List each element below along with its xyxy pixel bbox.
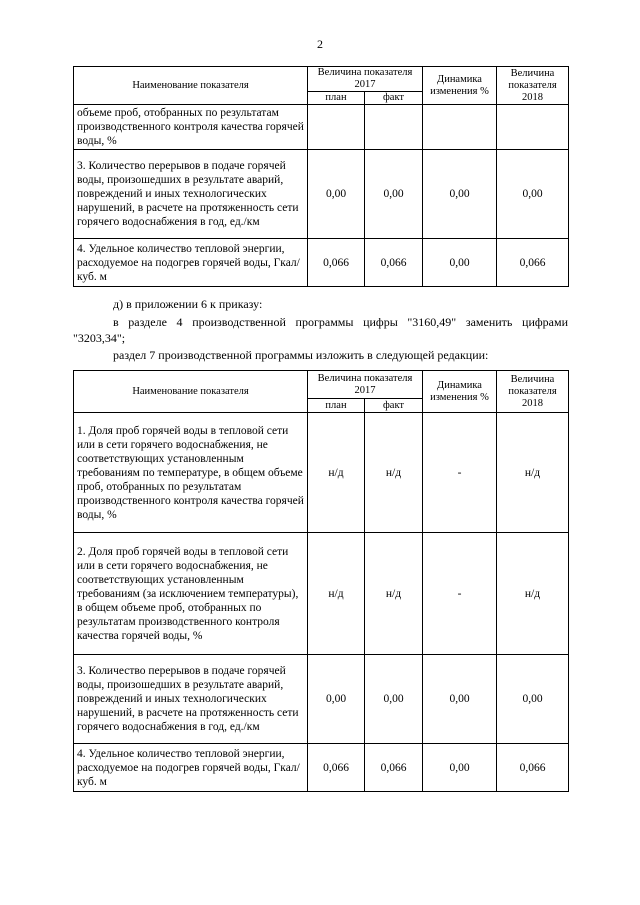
row-name: 2. Доля проб горячей воды в тепловой сети или в сети горячего водоснабжения, не соответствующих установленным требованиям (за исключением температуры), в общем объеме проб, отобранных по результатам производственного контроля качества горячей воды, % bbox=[74, 533, 308, 655]
row-value-2018: 0,00 bbox=[497, 150, 569, 239]
row-name: 3. Количество перерывов в подаче горячей воды, произошедших в результате аварий, повреждений и иных технологических нарушений, в расчете на протяженность сети горячего водоснабжения в год, ед./км bbox=[74, 150, 308, 239]
table-row bbox=[74, 239, 569, 287]
row-plan: н/д bbox=[308, 413, 365, 533]
table-row bbox=[74, 150, 569, 239]
table-row bbox=[74, 655, 569, 744]
table-row bbox=[74, 744, 569, 792]
header-value-2018: Величина показателя 2018 bbox=[497, 371, 569, 413]
row-value-2018: н/д bbox=[497, 533, 569, 655]
page-number: 2 bbox=[317, 37, 323, 51]
header-dynamics: Динамика изменения % bbox=[423, 371, 497, 413]
row-plan bbox=[308, 105, 365, 150]
text-line-3: раздел 7 производственной программы изложить в следующей редакции: bbox=[113, 348, 489, 362]
row-plan: 0,00 bbox=[308, 655, 365, 744]
row-dynamics: - bbox=[423, 413, 497, 533]
row-plan: 0,00 bbox=[308, 150, 365, 239]
row-name: 3. Количество перерывов в подаче горячей воды, произошедших в результате аварий, повреждений и иных технологических нарушений, в расчете на протяженность сети горячего водоснабжения в год, ед./км bbox=[74, 655, 308, 744]
row-plan: 0,066 bbox=[308, 744, 365, 792]
row-value-2018 bbox=[497, 105, 569, 150]
row-value-2018: 0,066 bbox=[497, 744, 569, 792]
row-fact: 0,00 bbox=[365, 655, 423, 744]
row-dynamics: - bbox=[423, 533, 497, 655]
row-dynamics: 0,00 bbox=[423, 655, 497, 744]
table-row bbox=[74, 533, 569, 655]
row-fact: 0,00 bbox=[365, 150, 423, 239]
row-fact bbox=[365, 105, 423, 150]
header-fact: факт bbox=[365, 92, 423, 105]
table-row bbox=[74, 105, 569, 150]
header-value-2018: Величина показателя 2018 bbox=[497, 67, 569, 105]
row-name: объеме проб, отобранных по результатам производственного контроля качества горячей воды, % bbox=[74, 105, 308, 150]
header-plan: план bbox=[308, 399, 365, 413]
row-plan: н/д bbox=[308, 533, 365, 655]
row-dynamics: 0,00 bbox=[423, 239, 497, 287]
text-line-1: д) в приложении 6 к приказу: bbox=[113, 297, 263, 311]
row-fact: н/д bbox=[365, 533, 423, 655]
indicators-table-2 bbox=[73, 370, 569, 792]
row-name: 4. Удельное количество тепловой энергии, расходуемое на подогрев горячей воды, Гкал/куб. м bbox=[74, 239, 308, 287]
row-value-2018: 0,00 bbox=[497, 655, 569, 744]
row-fact: 0,066 bbox=[365, 744, 423, 792]
row-name: 1. Доля проб горячей воды в тепловой сети или в сети горячего водоснабжения, не соответствующих установленным требованиям по температуре, в общем объеме проб, отобранных по результатам производственного контроля качества горячей воды, % bbox=[74, 413, 308, 533]
header-value-2017: Величина показателя 2017 bbox=[308, 67, 423, 92]
row-fact: н/д bbox=[365, 413, 423, 533]
row-dynamics: 0,00 bbox=[423, 150, 497, 239]
indicators-table-1 bbox=[73, 66, 569, 287]
header-plan: план bbox=[308, 92, 365, 105]
row-dynamics: 0,00 bbox=[423, 744, 497, 792]
text-line-2: в разделе 4 производственной программы цифры "3160,49" заменить цифрами "3203,34"; bbox=[73, 315, 568, 345]
row-plan: 0,066 bbox=[308, 239, 365, 287]
row-fact: 0,066 bbox=[365, 239, 423, 287]
row-dynamics bbox=[423, 105, 497, 150]
header-name: Наименование показателя bbox=[74, 371, 308, 413]
row-value-2018: 0,066 bbox=[497, 239, 569, 287]
table-row bbox=[74, 413, 569, 533]
row-value-2018: н/д bbox=[497, 413, 569, 533]
header-value-2017: Величина показателя 2017 bbox=[308, 371, 423, 399]
header-name: Наименование показателя bbox=[74, 67, 308, 105]
header-dynamics: Динамика изменения % bbox=[423, 67, 497, 105]
row-name: 4. Удельное количество тепловой энергии, расходуемое на подогрев горячей воды, Гкал/куб. м bbox=[74, 744, 308, 792]
header-fact: факт bbox=[365, 399, 423, 413]
